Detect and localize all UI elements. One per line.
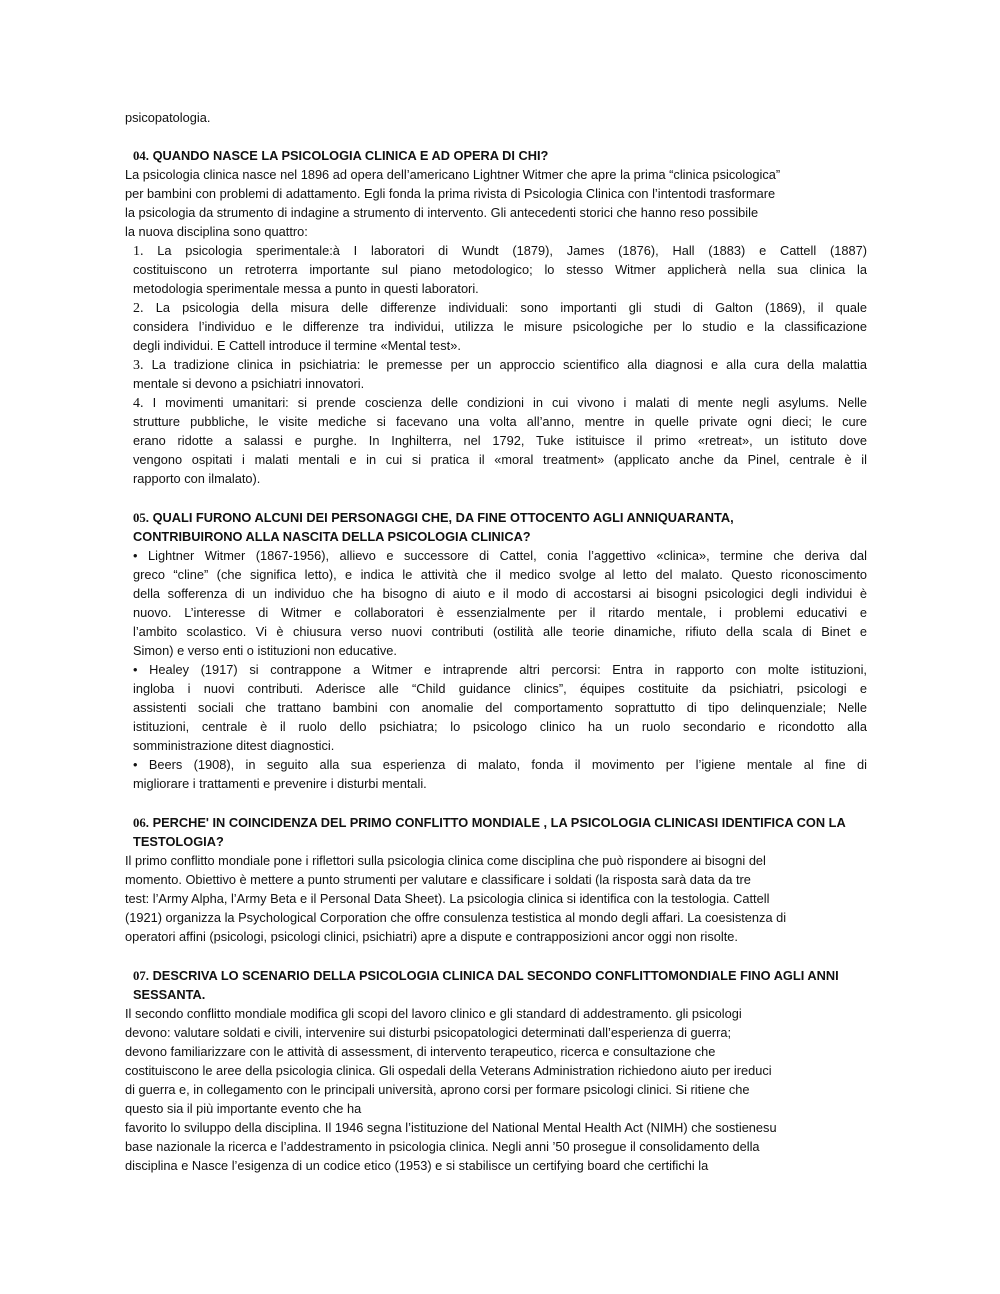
q06-para-line: operatori affini (psicologi, psicologi clinici, psichiatri) apre a dispute e contrapposizioni ancor oggi non risolte. [125,929,738,944]
q06-para-line: (1921) organizza la Psychological Corporation che offre consulenza testistica al mondo degli affari. La coesistenza di [125,910,787,925]
q06-para-line: Il primo conflitto mondiale pone i riflettori sulla psicologia clinica come disciplina che può rispondere ai bisogni del [125,853,766,868]
q05-bullet-line: nuovo. L’interesse di Witmer e collaboratori è essenzialmente per il ritardo mentale, i problemi educativi e [133,605,867,620]
q05-bullet-3: • Beers (1908), in seguito alla sua esperienza di malato, fonda il movimento per l’igiene mentale al fine di [133,757,867,772]
q04-item-line: strutture pubbliche, le visite mediche si facevano una volta all’anno, mentre in quelle private ogni dieci; le cure [133,414,867,429]
q05-bullet-2: • Healey (1917) si contrappone a Witmer e intraprende altri percorsi: Entra in rapporto con molte istituzioni, [133,662,867,677]
q05-bullet-line: della sofferenza di un individuo che ha bisogno di aiuto e il modo di accostarsi ai bisogni psicologici degli individui è [133,586,867,601]
q04-heading [133,146,548,166]
q07-para-line: Il secondo conflitto mondiale modifica gli scopi del lavoro clinico e gli standard di addestramento. gli psicologi [125,1006,742,1021]
q04-item-line: vengono ospitati i malati mentali e in cui si pratica il «moral treatment» (applicato anche da Pinel, centrale è il [133,452,867,467]
item-number: 4. [133,396,144,411]
q04-item-line: erano ridotte a salassi e purghe. In Inghilterra, nel 1792, Tuke istituisce il primo «retreat», un istituto dove [133,433,867,448]
q07-para-line: base nazionale la ricerca e l’addestramento in psicologia clinica. Negli anni ’50 prosegue il consolidamento della [125,1139,760,1154]
q04-item-3 [133,355,867,375]
q07-title: DESCRIVA LO SCENARIO DELLA PSICOLOGIA CLINICA DAL SECONDO CONFLITTOMONDIALE FINO AGLI ANNI [152,968,839,983]
q05-bullet-line: somministrazione ditest diagnostici. [133,738,335,753]
q07-para-line: favorito lo sviluppo della disciplina. Il 1946 segna l’istituzione del National Mental Health Act (NIMH) che sostienesu [125,1120,777,1135]
q05-bullet-line: greco “cline” (che significa letto), e indica le attività che il medico svolge al letto del malato. Questo riconoscimento [133,567,867,582]
q05-title-line: CONTRIBUIRONO ALLA NASCITA DELLA PSICOLOGIA CLINICA? [133,529,531,544]
q06-title: PERCHE' IN COINCIDENZA DEL PRIMO CONFLITTO MONDIALE , LA PSICOLOGIA CLINICASI IDENTIFICA CON LA [152,815,846,830]
q05-bullet-1: • Lightner Witmer (1867-1956), allievo e successore di Cattel, conia l’aggettivo «clinica», termine che deriva dal [133,548,867,563]
q04-item-line: rapporto con ilmalato). [133,471,261,486]
item-line: La psicologia sperimentale:à I laboratori di Wundt (1879), James (1876), Hall (1883) e Cattell (1887) [157,243,867,258]
q04-item-line: considera l’individuo e le differenze tra individui, utilizza le misure psicologiche per lo studio e la classificazione [133,319,867,334]
q07-para-line: costituiscono le aree della psicologia clinica. Gli ospedali della Veterans Administration richiedono aiuto per ireduci [125,1063,772,1078]
q04-item-2 [133,298,867,318]
q07-heading [133,966,839,986]
q05-bullet-line: assistenti sociali che trattano bambini con anomalie del comportamento soprattutto di tipo delinquenziale; Nelle [133,700,867,715]
q04-item-line: degli individui. E Cattell introduce il termine «Mental test». [133,338,461,353]
q04-item-line: mentale si devono a psichiatri innovatori. [133,376,365,391]
q04-para-line: per bambini con problemi di adattamento. Egli fonda la prima rivista di Psicologia Clinica con l’intentodi trasformare [125,186,776,201]
item-number: 1. [133,244,144,259]
intro-tail: psicopatologia. [125,110,211,125]
item-line: La tradizione clinica in psichiatria: le premesse per un approccio scientifico alla diagnosi e alla cura della malattia [151,357,868,372]
q07-para-line: questo sia il più importante evento che ha [125,1101,362,1116]
q07-para-line: devono familiarizzare con le attività di assessment, di intervento terapeutico, ricerca e consultazione che [125,1044,716,1059]
q07-para-line: di guerra e, in collegamento con le principali università, aprono corsi per formare psicologi clinici. Si ritiene che [125,1082,750,1097]
q04-item-1 [133,241,867,261]
item-line: I movimenti umanitari: si prende coscienza delle condizioni in cui vivono i malati di mente negli asylums. Nelle [152,395,867,410]
q06-para-line: momento. Obiettivo è mettere a punto strumenti per valutare e classificare i soldati (la risposta sarà data da tre [125,872,751,887]
q04-para-line: la psicologia da strumento di indagine a strumento di intervento. Gli antecedenti storici che hanno reso possibile [125,205,759,220]
item-line: La psicologia della misura delle differenze individuali: sono importanti gli studi di Galton (1869), il quale [155,300,867,315]
q05-number: 05. [133,511,149,525]
q04-para-line: La psicologia clinica nasce nel 1896 ad opera dell’americano Lightner Witmer che apre la prima “clinica psicologica” [125,167,781,182]
q06-heading [133,813,846,833]
q06-para-line: test: l’Army Alpha, l’Army Beta e il Personal Data Sheet). La psicologia clinica si identifica con la testologia. Cattell [125,891,770,906]
q05-bullet-line: istituzioni, centrale è il ruolo dello psichiatra; lo psicologo clinico ha un ruolo secondario e ricondotto alla [133,719,867,734]
q04-number: 04. [133,149,149,163]
q06-title-line: TESTOLOGIA? [133,834,224,849]
q05-bullet-line: l’ambito scolastico. Vi è chiusura verso nuovi contributi (ostilità alle teorie dinamiche, rifiuto della scala di Binet e [133,624,867,639]
q06-number: 06. [133,816,149,830]
q05-bullet-line: Simon) e verso enti o istituzioni non educative. [133,643,397,658]
q05-title: QUALI FURONO ALCUNI DEI PERSONAGGI CHE, DA FINE OTTOCENTO AGLI ANNIQUARANTA, [152,510,734,525]
item-number: 2. [133,301,144,316]
q07-number: 07. [133,969,149,983]
q07-title-line: SESSANTA. [133,987,206,1002]
q05-bullet-line: ingloba i nuovi contributi. Aderisce alle “Child guidance clinics”, équipes costituite da psichiatri, psicologi e [133,681,867,696]
q04-para-line: la nuova disciplina sono quattro: [125,224,308,239]
q04-title: QUANDO NASCE LA PSICOLOGIA CLINICA E AD OPERA DI CHI? [152,148,549,163]
q07-para-line: devono: valutare soldati e civili, intervenire sui disturbi psicopatologici determinati dall’esperienza di guerra; [125,1025,732,1040]
item-number: 3. [133,358,144,373]
q04-item-line: metodologia sperimentale messa a punto in questi laboratori. [133,281,479,296]
q07-para-line: disciplina e Nasce l’esigenza di un codice etico (1953) e si stabilisce un certifying board che certifichi la [125,1158,709,1173]
q05-heading [133,508,734,528]
q04-item-4 [133,393,867,413]
q04-item-line: costituiscono un retroterra importante sul piano metodologico; lo stesso Witmer applicherà nella sua clinica la [133,262,867,277]
q05-bullet-line: migliorare i trattamenti e prevenire i disturbi mentali. [133,776,427,791]
